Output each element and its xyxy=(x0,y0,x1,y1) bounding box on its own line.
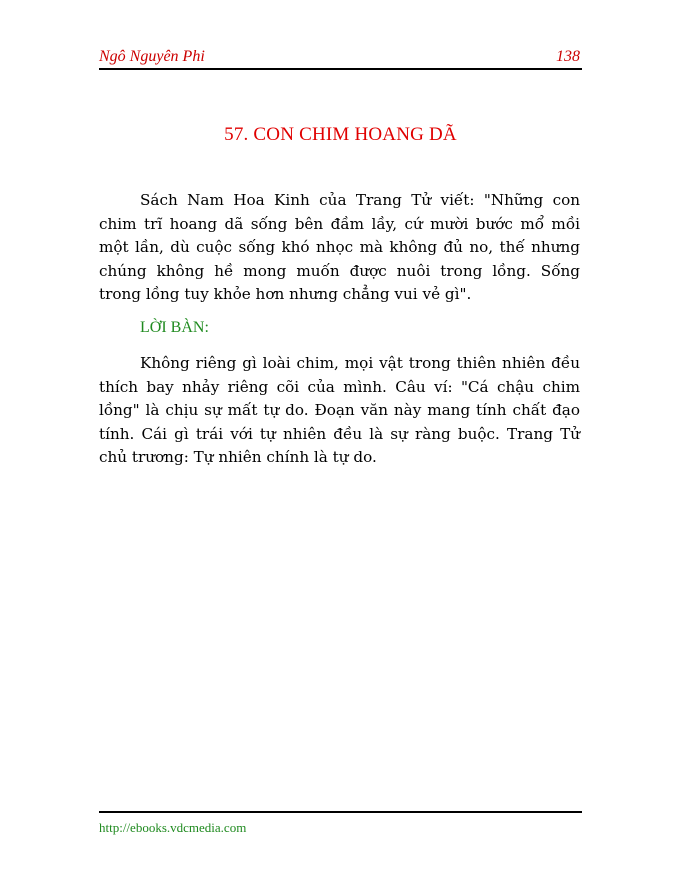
header-author: Ngô Nguyên Phi xyxy=(99,48,205,65)
comment-paragraph: Không riêng gì loài chim, mọi vật trong thiên nhiên đều thích bay nhảy riêng cõi của mình. Câu ví: "Cá chậu chim lồng" là chịu sự mất tự do. Đoạn văn này mang tính chất đạo tính. Cái gì trái với tự nhiên đều là sự ràng buộc. Trang Tử chủ trương: Tự nhiên chính là tự do. xyxy=(99,354,580,466)
page-footer xyxy=(99,811,582,835)
story-paragraph: Sách Nam Hoa Kinh của Trang Tử viết: "Những con chim trĩ hoang dã sống bên đầm lầy, cứ mười bước mổ mồi một lần, dù cuộc sống khó nhọc mà không đủ no, thế nhưng chúng không hề mong muốn được nuôi trong lồng. Sống trong lồng tuy khỏe hơn nhưng chẳng vui vẻ gì". xyxy=(99,191,580,303)
footer-link[interactable]: http://ebooks.vdcmedia.com xyxy=(99,820,247,835)
comment-heading: LỜI BÀN: xyxy=(140,319,209,336)
chapter-title: 57. CON CHIM HOANG DÃ xyxy=(224,124,457,145)
page-header xyxy=(99,48,582,70)
header-page-number: 138 xyxy=(556,48,580,65)
